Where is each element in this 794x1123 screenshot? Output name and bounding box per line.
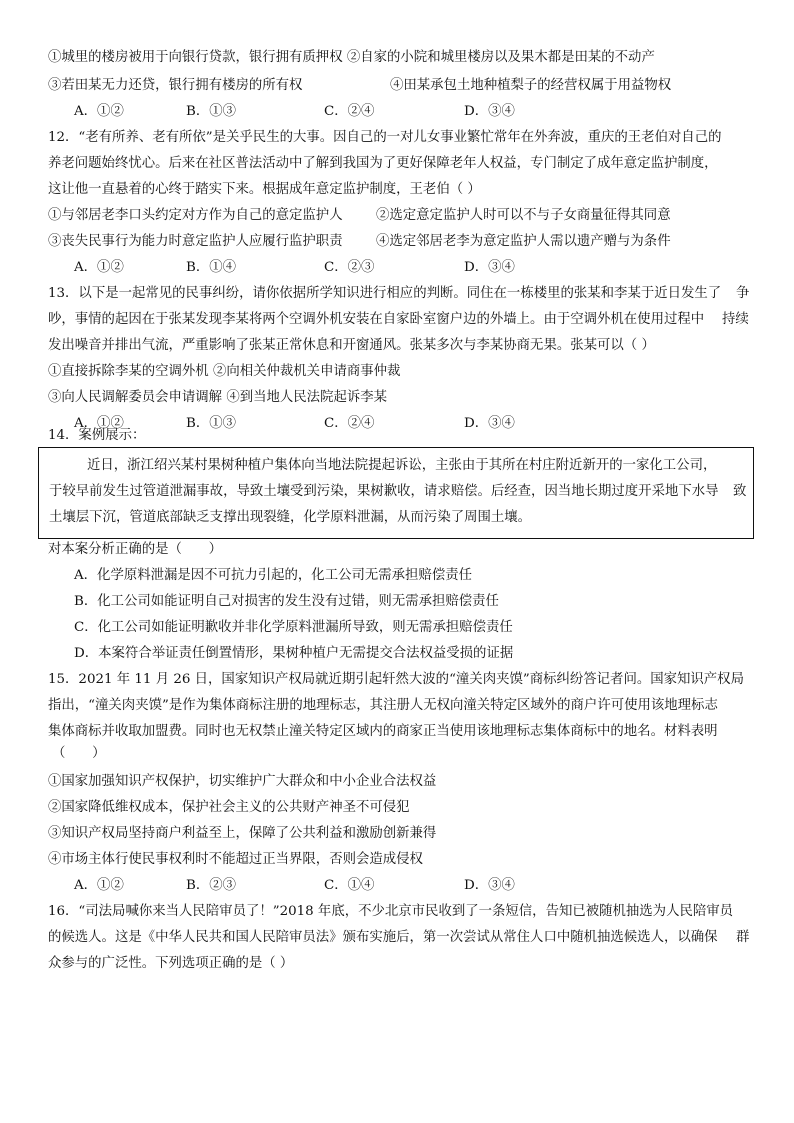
q15-statement-4: ④市场主体行使民事权利时不能超过正当界限，否则会造成侵权 <box>48 852 423 867</box>
q12-stem-line-1: 12．“老有所养、老有所依”是关乎民生的大事。因自己的一对儿女事业繁忙常年在外奔波，重庆的王老伯对自己的 <box>48 130 722 145</box>
q13-statement-1-2: ①直接拆除李某的空调外机 ②向相关仲裁机关申请商事仲裁 <box>48 364 401 379</box>
q14-case-line-2-end: 致 <box>733 484 747 499</box>
q11-option-a[interactable]: A．①② <box>74 104 124 119</box>
q12-statement-4: ④选定邻居老李为意定监护人需以遗产赠与为条件 <box>376 234 671 249</box>
q15-stem-line-2: 指出，“潼关肉夹馍”是作为集体商标注册的地理标志，其注册人无权向潼关特定区域外的商户许可使用该地理标志 <box>48 698 718 713</box>
q13-option-a[interactable]: A．①② <box>74 416 124 431</box>
q15-statement-1: ①国家加强知识产权保护，切实维护广大群众和中小企业合法权益 <box>48 774 437 789</box>
q12-option-c[interactable]: C．②③ <box>324 260 375 275</box>
q14-case-line-3: 土壤层下沉，管道底部缺乏支撑出现裂缝，化学原料泄漏，从而污染了周围土壤。 <box>49 510 532 525</box>
q12-stem-line-2: 养老问题始终忧心。后来在社区普法活动中了解到我国为了更好保障老年人权益，专门制定了成年意定监护制度， <box>48 156 718 171</box>
q14-case-box <box>38 447 754 539</box>
q11-statement-4: ④田某承包土地种植梨子的经营权属于用益物权 <box>390 78 672 93</box>
q13-option-c[interactable]: C．②④ <box>324 416 375 431</box>
q12-stem-line-3: 这让他一直悬着的心终于踏实下来。根据成年意定监护制度，王老伯（ ） <box>48 182 481 197</box>
q11-option-b[interactable]: B．①③ <box>186 104 237 119</box>
q16-stem-line-1: 16．“司法局喊你来当人民陪审员了！”2018 年底，不少北京市民收到了一条短信，告知已被随机抽选为人民陪审员 <box>48 904 734 919</box>
q13-option-d[interactable]: D．③④ <box>464 416 515 431</box>
q15-option-c[interactable]: C．①④ <box>324 878 375 893</box>
q11-option-d[interactable]: D．③④ <box>464 104 515 119</box>
q14-option-b[interactable]: B．化工公司如能证明自己对损害的发生没有过错，则无需承担赔偿责任 <box>74 594 499 609</box>
q11-statement-3: ③若田某无力还贷，银行拥有楼房的所有权 <box>48 78 303 93</box>
q13-stem-line-1-end: 争 <box>736 286 750 301</box>
q12-statement-2: ②选定意定监护人时可以不与子女商量征得其同意 <box>376 208 671 223</box>
q13-stem-line-2-end: 持续 <box>722 312 749 327</box>
q12-option-a[interactable]: A．①② <box>74 260 124 275</box>
q15-option-b[interactable]: B．②③ <box>186 878 237 893</box>
q15-statement-3: ③知识产权局坚持商户利益至上，保障了公共利益和激励创新兼得 <box>48 826 437 841</box>
q15-answer-paren: （ ） <box>52 746 106 761</box>
q16-stem-line-2: 的候选人。这是《中华人民共和国人民陪审员法》颁布实施后，第一次尝试从常住人口中随机抽选候选人，以确保 <box>48 930 718 945</box>
q12-option-d[interactable]: D．③④ <box>464 260 515 275</box>
q16-stem-line-2-end: 群 <box>736 930 750 945</box>
q15-option-a[interactable]: A．①② <box>74 878 124 893</box>
q13-stem-line-1: 13．以下是一起常见的民事纠纷，请你依据所学知识进行相应的判断。同住在一栋楼里的张某和李某于近日发生了 <box>48 286 722 301</box>
q16-stem-line-3: 众参与的广泛性。下列选项正确的是（ ） <box>48 956 294 971</box>
q12-option-b[interactable]: B．①④ <box>186 260 237 275</box>
q14-option-c[interactable]: C．化工公司如能证明歉收并非化学原料泄漏所导致，则无需承担赔偿责任 <box>74 620 513 635</box>
q11-option-c[interactable]: C．②④ <box>324 104 375 119</box>
q14-question: 对本案分析正确的是（ ） <box>48 542 223 557</box>
q13-statement-3-4: ③向人民调解委员会申请调解 ④到当地人民法院起诉李某 <box>48 390 388 405</box>
q13-stem-line-3: 发出噪音并排出气流，严重影响了张某正常休息和开窗通风。张某多次与李某协商无果。张某可以（ ） <box>48 338 655 353</box>
q12-statement-3: ③丧失民事行为能力时意定监护人应履行监护职责 <box>48 234 343 249</box>
q13-stem-line-2: 吵，事情的起因在于张某发现李某将两个空调外机安装在自家卧室窗户边的外墙上。由于空调外机在使用过程中 <box>48 312 705 327</box>
q14-case-line-2: 于较早前发生过管道泄漏事故，导致土壤受到污染，果树歉收，请求赔偿。后经查，因当地长期过度开采地下水导 <box>49 484 719 499</box>
q11-statement-1-2: ①城里的楼房被用于向银行贷款，银行拥有质押权 ②自家的小院和城里楼房以及果木都是田某的不动产 <box>48 50 655 65</box>
q12-statement-1: ①与邻居老李口头约定对方作为自己的意定监护人 <box>48 208 343 223</box>
q15-statement-2: ②国家降低维权成本，保护社会主义的公共财产神圣不可侵犯 <box>48 800 410 815</box>
q15-option-d[interactable]: D．③④ <box>464 878 515 893</box>
q14-option-a[interactable]: A．化学原料泄漏是因不可抗力引起的，化工公司无需承担赔偿责任 <box>74 568 472 583</box>
q15-stem-line-3: 集体商标并收取加盟费。同时也无权禁止潼关特定区域内的商家正当使用该地理标志集体商标中的地名。材料表明 <box>48 724 718 739</box>
q14-option-d[interactable]: D．本案符合举证责任倒置情形，果树种植户无需提交合法权益受损的证据 <box>74 646 514 661</box>
q14-case-line-1: 近日，浙江绍兴某村果树种植户集体向当地法院提起诉讼，主张由于其所在村庄附近新开的一家化工公司， <box>87 458 717 473</box>
q13-option-b[interactable]: B．①③ <box>186 416 237 431</box>
q15-stem-line-1: 15．2021 年 11 月 26 日，国家知识产权局就近期引起轩然大波的“潼关肉夹馍”商标纠纷答记者问。国家知识产权局 <box>48 672 744 687</box>
q14-title: 14．案例展示： <box>48 428 146 443</box>
